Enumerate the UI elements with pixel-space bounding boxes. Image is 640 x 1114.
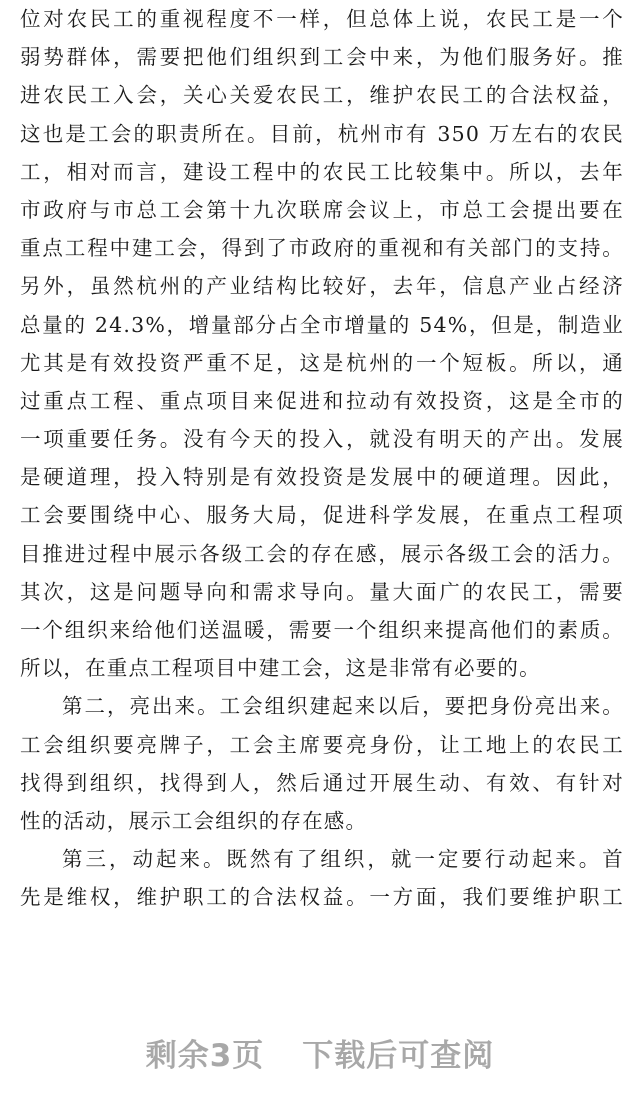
text-line: 另外，虽然杭州的产业结构比较好，去年，信息产业占经济 (20, 274, 624, 299)
remaining-pages-label: 剩余3页 (145, 1038, 265, 1074)
text-line: 目推进过程中展示各级工会的存在感，展示各级工会的活力。 (20, 541, 624, 566)
text-line: 工会要围绕中心、服务大局，促进科学发展，在重点工程项 (20, 503, 624, 528)
text-line: 这也是工会的职责所在。目前，杭州市有 350 万左右的农民 (20, 121, 624, 146)
document-body (20, 0, 624, 917)
download-to-view-label[interactable]: 下载后可查阅 (302, 1038, 495, 1074)
text-line: 先是维权，维护职工的合法权益。一方面，我们要维护职工 (20, 885, 624, 910)
text-line: 工，相对而言，建设工程中的农民工比较集中。所以，去年 (20, 159, 624, 184)
text-line: 其次，这是问题导向和需求导向。量大面广的农民工，需要 (20, 579, 624, 604)
text-line: 第二，亮出来。工会组织建起来以后，要把身份亮出来。 (62, 694, 624, 719)
text-line: 进农民工入会，关心关爱农民工，维护农民工的合法权益， (20, 83, 624, 108)
text-line: 一项重要任务。没有今天的投入，就没有明天的产出。发展 (20, 427, 624, 452)
text-line: 所以，在重点工程项目中建工会，这是非常有必要的。 (20, 656, 541, 681)
text-line: 找得到组织，找得到人，然后通过开展生动、有效、有针对 (20, 770, 624, 795)
text-line: 尤其是有效投资严重不足，这是杭州的一个短板。所以，通 (20, 350, 624, 375)
text-line: 重点工程中建工会，得到了市政府的重视和有关部门的支持。 (20, 236, 624, 261)
text-line: 位对农民工的重视程度不一样，但总体上说，农民工是一个 (20, 7, 624, 31)
text-line: 工会组织要亮牌子，工会主席要亮身份，让工地上的农民工 (20, 732, 624, 757)
text-line: 是硬道理，投入特别是有效投资是发展中的硬道理。因此， (20, 465, 624, 490)
text-line: 一个组织来给他们送温暖，需要一个组织来提高他们的素质。 (20, 618, 624, 642)
text-line: 过重点工程、重点项目来促进和拉动有效投资，这是全市的 (20, 388, 624, 413)
text-line: 市政府与市总工会第十九次联席会议上，市总工会提出要在 (20, 197, 624, 222)
text-line: 弱势群体，需要把他们组织到工会中来，为他们服务好。推 (20, 45, 624, 70)
download-prompt[interactable] (0, 1030, 640, 1075)
text-line: 性的活动，展示工会组织的存在感。 (20, 808, 368, 833)
text-line: 第三，动起来。既然有了组织，就一定要行动起来。首 (62, 847, 624, 872)
text-line: 总量的 24.3%，增量部分占全市增量的 54%，但是，制造业 (20, 312, 624, 337)
